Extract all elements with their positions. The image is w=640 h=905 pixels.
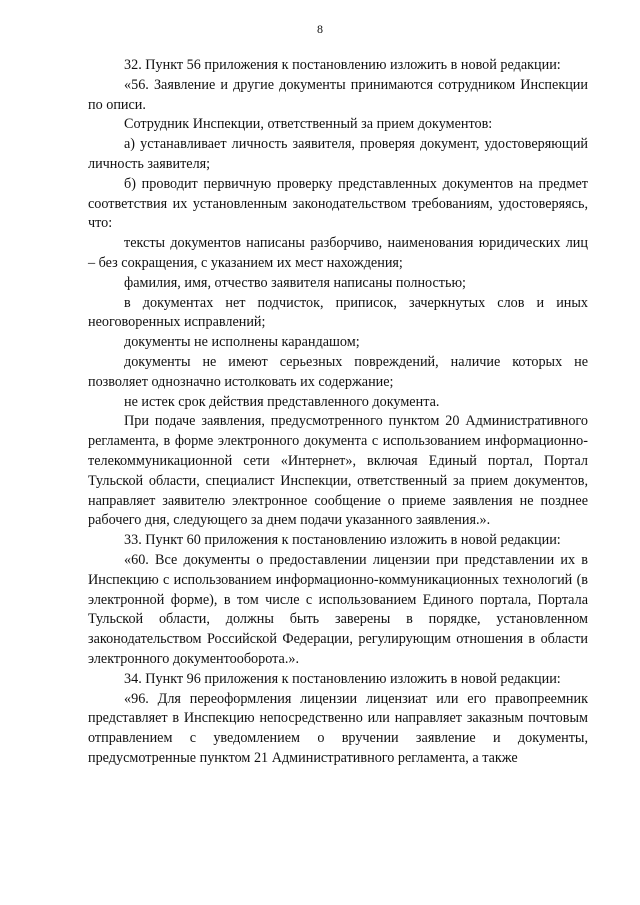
paragraph-quote-56: «56. Заявление и другие документы принимаются сотрудником Инспекции по описи.: [88, 76, 588, 113]
paragraph-staff-duties: Сотрудник Инспекции, ответственный за прием документов:: [124, 116, 493, 133]
paragraph-check-legible: тексты документов написаны разборчиво, наименования юридических лиц – без сокращения, с указанием их мест нахождения;: [88, 235, 588, 271]
paragraph-check-pencil: документы не исполнены карандашом;: [124, 334, 360, 351]
paragraph-item-32: 32. Пункт 56 приложения к постановлению изложить в новой редакции:: [124, 57, 561, 73]
paragraph-duty-b: б) проводит первичную проверку представленных документов на предмет соответствия их установленным законодательством требованиям, удостоверяясь, что:: [88, 175, 588, 232]
paragraph-quote-96: «96. Для переоформления лицензии лицензиат или его правопреемник представляет в Инспекцию непосредственно или направляет заказным почтовым отправлением с уведомлением о вручении заявление и документы, предусмотренные пунктом 21 Административного регламента, а также: [88, 690, 588, 766]
document-body: [88, 56, 588, 769]
paragraph-item-33: 33. Пункт 60 приложения к постановлению изложить в новой редакции:: [124, 532, 561, 549]
paragraph-check-expiry: не истек срок действия представленного документа.: [124, 393, 440, 410]
page-number: 8: [317, 22, 323, 36]
paragraph-electronic-submission: При подаче заявления, предусмотренного пунктом 20 Административного регламента, в форме электронного документа с использованием информационно-телекоммуникационной сети «Интернет», включая Единый портал, Портал Тульской области, специалист Инспекции, ответственный за прием документов, направляет заявителю электронное сообщение о приеме заявления не позднее рабочего дня, следующего за днем подачи указанного заявления.».: [88, 413, 588, 529]
paragraph-check-damage: документы не имеют серьезных повреждений, наличие которых не позволяет однозначно истолковать их содержание;: [88, 353, 588, 390]
paragraph-check-corrections: в документах нет подчисток, приписок, зачеркнутых слов и иных неоговоренных исправлений;: [88, 294, 588, 331]
paragraph-item-34: 34. Пункт 96 приложения к постановлению изложить в новой редакции:: [124, 670, 561, 687]
paragraph-duty-a: а) устанавливает личность заявителя, проверяя документ, удостоверяющий личность заявителя;: [88, 136, 588, 172]
paragraph-check-name: фамилия, имя, отчество заявителя написаны полностью;: [124, 274, 466, 291]
paragraph-quote-60: «60. Все документы о предоставлении лицензии при представлении их в Инспекцию с использованием информационно-коммуникационных технологий (в электронной форме), в том числе с использованием Единого портала, Портала Тульской области, должны быть заверены в порядке, установленном законодательством Российской Федерации, регулирующим отношения в области электронного документооборота.».: [88, 551, 588, 667]
